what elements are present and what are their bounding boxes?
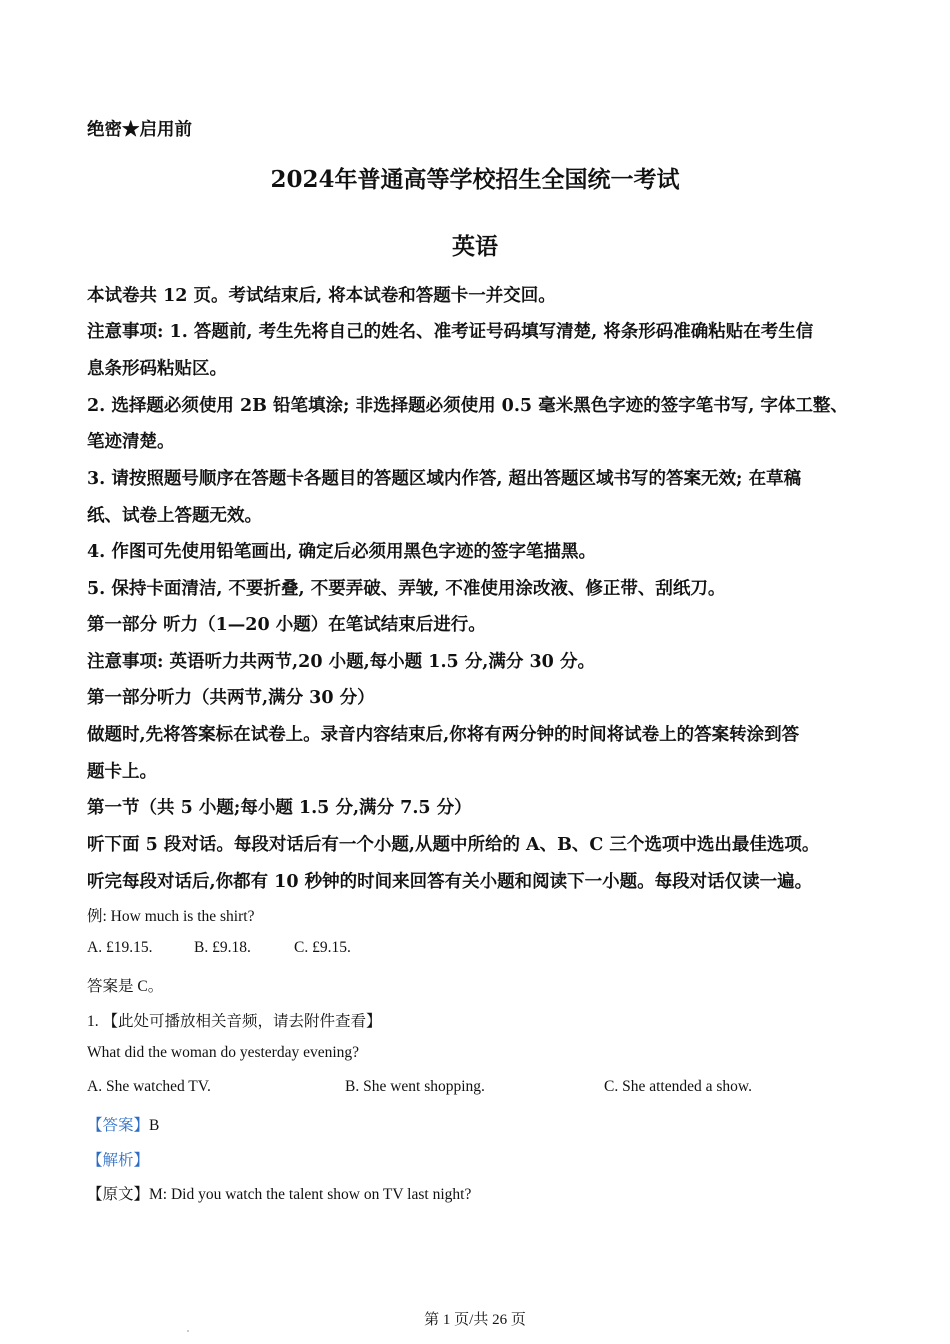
listening-part-heading: 第一部分 听力（1—20 小题）在笔试结束后进行。	[87, 615, 486, 635]
scan-dot	[187, 1330, 189, 1332]
section1-instruction-b: 听完每段对话后,你都有 10 秒钟的时间来回答有关小题和阅读下一小题。每段对话仅读一遍。	[87, 872, 813, 892]
notice-3a: 3. 请按照题号顺序在答题卡各题目的答题区域内作答, 超出答题区域书写的答案无效; 在草稿	[87, 469, 802, 489]
pages-note: 本试卷共 12 页。考试结束后, 将本试卷和答题卡一并交回。	[87, 286, 556, 306]
listening-instruction-a: 做题时,先将答案标在试卷上。录音内容结束后,你将有两分钟的时间将试卷上的答案转涂到答	[87, 725, 800, 745]
transcript-tag: 【原文】	[87, 1186, 150, 1203]
transcript-line	[87, 1182, 471, 1204]
notice-3b: 纸、试卷上答题无效。	[87, 506, 262, 526]
example-option-a: A. £19.15.	[87, 939, 153, 956]
notice-2b: 笔迹清楚。	[87, 432, 175, 452]
question1-option-b: B. She went shopping.	[345, 1078, 485, 1095]
notice-1a: 注意事项: 1. 答题前, 考生先将自己的姓名、准考证号码填写清楚, 将条形码准确粘贴在考生信	[87, 322, 814, 342]
section1-title: 第一节（共 5 小题;每小题 1.5 分,满分 7.5 分）	[87, 798, 472, 818]
example-question: 例: How much is the shirt?	[87, 908, 255, 925]
subject-title: 英语	[452, 233, 498, 260]
question1-option-a: A. She watched TV.	[87, 1078, 211, 1095]
secret-label: 绝密★启用前	[87, 120, 192, 140]
answer-tag: 【答案】	[87, 1117, 150, 1134]
example-option-c: C. £9.15.	[294, 939, 351, 956]
question1-option-c: C. She attended a show.	[604, 1078, 752, 1095]
listening-part-title: 第一部分听力（共两节,满分 30 分）	[87, 688, 375, 708]
listening-instruction-b: 题卡上。	[87, 762, 157, 782]
question1-text: What did the woman do yesterday evening?	[87, 1044, 360, 1061]
notice-5: 5. 保持卡面清洁, 不要折叠, 不要弄破、弄皱, 不准使用涂改液、修正带、刮纸刀。	[87, 579, 726, 599]
exam-title: 2024年普通高等学校招生全国统一考试	[270, 166, 680, 193]
listening-part-notice: 注意事项: 英语听力共两节,20 小题,每小题 1.5 分,满分 30 分。	[87, 652, 595, 672]
notice-1b: 息条形码粘贴区。	[87, 359, 227, 379]
example-answer: 答案是 C。	[87, 978, 164, 995]
transcript-text: M: Did you watch the talent show on TV last night?	[149, 1186, 472, 1203]
question1-answer	[87, 1113, 159, 1135]
page-footer: 第 1 页/共 26 页	[424, 1312, 526, 1328]
section1-instruction-a: 听下面 5 段对话。每段对话后有一个小题,从题中所给的 A、B、C 三个选项中选出最佳选项。	[87, 835, 820, 855]
analysis-tag: 【解析】	[87, 1152, 150, 1169]
question1-audio-note: 1. 【此处可播放相关音频，请去附件查看】	[87, 1013, 382, 1030]
notice-2a: 2. 选择题必须使用 2B 铅笔填涂; 非选择题必须使用 0.5 毫米黑色字迹的签字笔书写, 字体工整、	[87, 396, 848, 416]
answer-value: B	[149, 1117, 160, 1134]
notice-4: 4. 作图可先使用铅笔画出, 确定后必须用黑色字迹的签字笔描黑。	[87, 542, 597, 562]
example-option-b: B. £9.18.	[194, 939, 251, 956]
